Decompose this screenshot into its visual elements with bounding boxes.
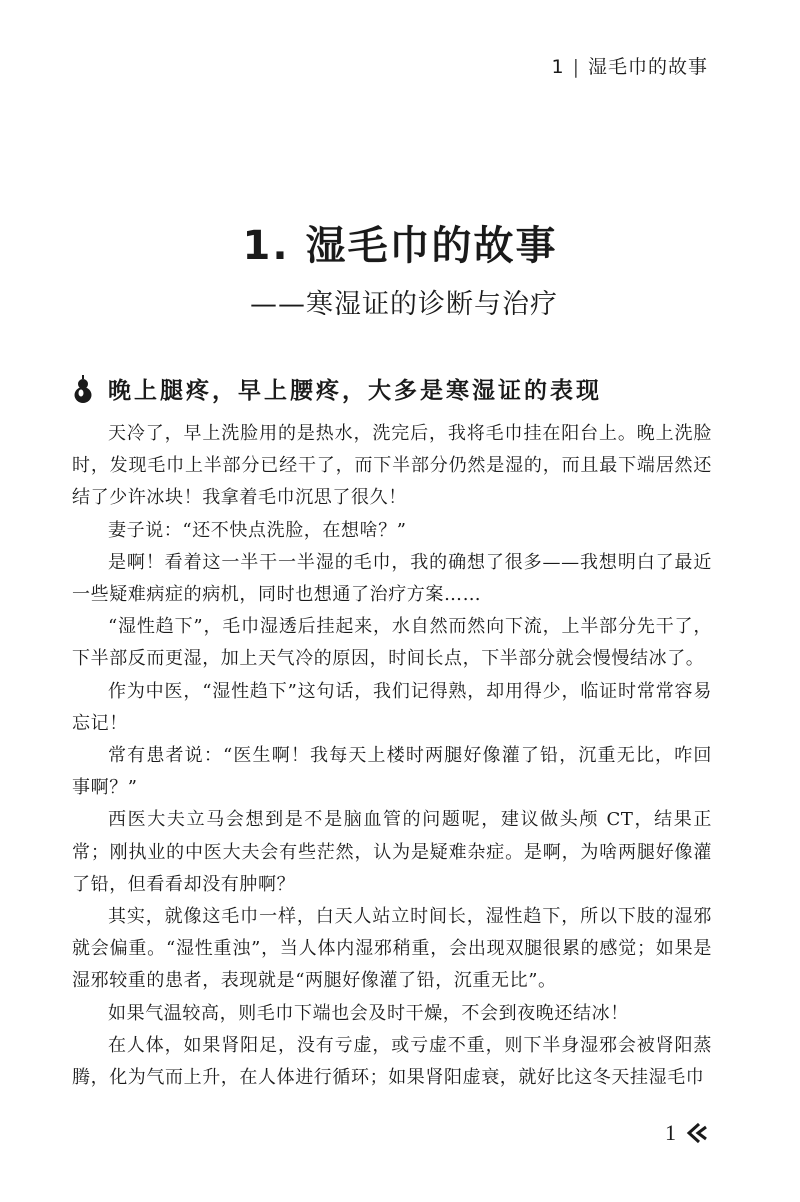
paragraph: 是啊！看着这一半干一半湿的毛巾，我的确想了很多——我想明白了最近一些疑难病症的病机，同时也想通了治疗方案……: [72, 551, 712, 606]
paragraph: 在人体，如果肾阳足，没有亏虚，或亏虚不重，则下半身湿邪会被肾阳蒸腾，化为气而上升，在人体进行循环；如果肾阳虚衰，就好比这冬天挂湿毛巾: [72, 1034, 712, 1089]
section-heading-text: 晚上腿疼，早上腰疼，大多是寒湿证的表现: [108, 378, 602, 404]
paragraph: 如果气温较高，则毛巾下端也会及时干燥，不会到夜晚还结冰！: [108, 1002, 629, 1024]
chapter-subtitle: ——寒湿证的诊断与治疗: [250, 289, 558, 320]
paragraph: 天冷了，早上洗脸用的是热水，洗完后，我将毛巾挂在阳台上。晚上洗脸时，发现毛巾上半部分已经干了，而下半部分仍然是湿的，而且最下端居然还结了少许冰块！我拿着毛巾沉思了很久！: [72, 423, 712, 509]
paragraph: 常有患者说：“医生啊！我每天上楼时两腿好像灌了铅，沉重无比，咋回事啊？”: [72, 745, 712, 799]
body-text: [72, 418, 712, 1094]
chapter-title: 1. 湿毛巾的故事: [242, 223, 558, 269]
paragraph: 妻子说：“还不快点洗脸，在想啥？”: [108, 519, 407, 541]
paragraph: 西医大夫立马会想到是不是脑血管的问题呢，建议做头颅 CT，结果正常；刚执业的中医大夫会有些茫然，认为是疑难杂症。是啊，为啥两腿好像灌了铅，但看看却没有肿啊？: [72, 809, 712, 895]
paragraph: “湿性趋下”，毛巾湿透后挂起来，水自然而然向下流，上半部分先干了，下半部反而更湿，加上天气冷的原因，时间长点，下半部分就会慢慢结冰了。: [72, 616, 712, 670]
page-footer: [665, 1120, 708, 1146]
gourd-icon: [72, 374, 94, 404]
section-heading: [72, 372, 602, 405]
header-chapter-title: 湿毛巾的故事: [587, 56, 708, 78]
running-header: [551, 52, 708, 79]
header-chapter-number: 1: [551, 56, 565, 78]
page-marker-icon: [686, 1122, 708, 1144]
page-number: 1: [665, 1120, 676, 1145]
header-separator: |: [572, 56, 580, 78]
paragraph: 作为中医，“湿性趋下”这句话，我们记得熟，却用得少，临证时常常容易忘记！: [72, 680, 712, 734]
paragraph: 其实，就像这毛巾一样，白天人站立时间长，湿性趋下，所以下肢的湿邪就会偏重。“湿性重浊”，当人体内湿邪稍重，会出现双腿很累的感觉；如果是湿邪较重的患者，表现就是“两腿好像灌了铅，沉重无比”。: [72, 906, 712, 992]
